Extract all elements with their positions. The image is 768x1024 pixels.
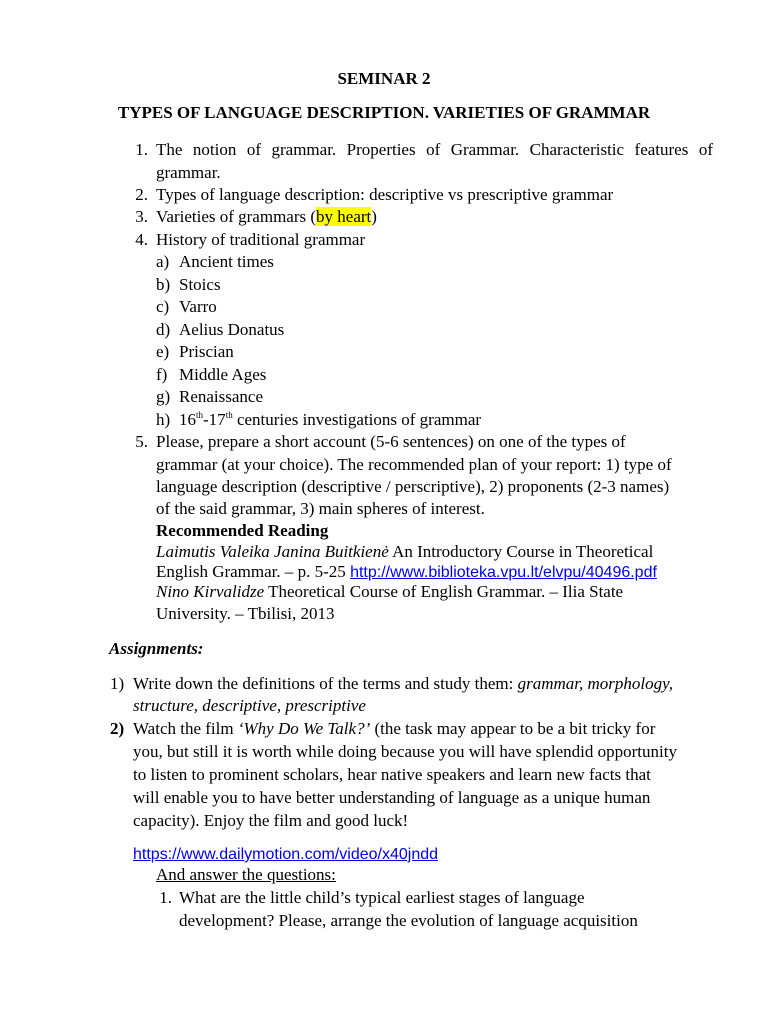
- assignment-terms: structure, descriptive, prescriptive: [133, 696, 366, 715]
- reference-author: Nino Kirvalidze: [156, 582, 265, 601]
- reference-pages: English Grammar. – p. 5-25: [156, 562, 351, 581]
- sub-item-text: Middle Ages: [179, 364, 267, 384]
- outline-item-5-line: Please, prepare a short account (5-6 sentences) on one of the types of: [156, 432, 626, 451]
- reference-2: [156, 581, 713, 604]
- assignment-2-line: capacity). Enjoy the film and good luck!: [133, 811, 409, 830]
- assignment-2-line: you, but still it is worth while doing because you will have splendid opportunity: [133, 742, 677, 761]
- sub-item-text: Varro: [179, 297, 217, 316]
- outline-item-5-line: language description (descriptive / perscriptive), 2) proponents (2-3 names): [156, 477, 670, 496]
- outline-item-4: History of traditional grammar: [156, 230, 366, 249]
- assignment-text: (the task may appear to be a bit tricky for: [370, 719, 656, 738]
- assignment-number: 2): [110, 719, 125, 738]
- reference-author: Laimutis Valeika Janina Buitkienė: [156, 542, 389, 561]
- seminar-number: SEMINAR 2: [337, 69, 431, 88]
- outline-item-2: Types of language description: descriptive vs prescriptive grammar: [156, 185, 614, 204]
- film-title: ‘Why Do We Talk?’: [237, 719, 371, 738]
- item-number: 4.: [135, 230, 148, 249]
- sub-item-letter: b): [156, 274, 171, 294]
- sub-item-centuries: [179, 409, 481, 432]
- sub-item-letter: g): [156, 387, 171, 406]
- highlighted-text: by heart: [316, 207, 372, 226]
- sub-item-letter: f): [156, 364, 168, 384]
- century-end: -17: [203, 410, 226, 429]
- sub-item-letter: d): [156, 319, 171, 339]
- outline-item-5-line: grammar (at your choice). The recommended plan of your report: 1) type of: [156, 455, 672, 474]
- video-link[interactable]: https://www.dailymotion.com/video/x40jndd: [133, 846, 439, 863]
- outline-item-5-line: of the said grammar, 3) main spheres of interest.: [156, 499, 485, 518]
- item-number: 2.: [135, 185, 148, 204]
- assignment-number: 1): [110, 674, 125, 693]
- sub-item-letter: a): [156, 252, 170, 271]
- outline-item-1: The notion of grammar. Properties of Grammar. Characteristic features of grammar.: [156, 140, 713, 182]
- sub-item-letter: h): [156, 410, 171, 429]
- recommended-reading-heading: Recommended Reading: [156, 521, 329, 540]
- question-1-line: development? Please, arrange the evolution of language acquisition: [179, 911, 638, 930]
- sub-item-letter: c): [156, 297, 170, 316]
- assignment-text: Watch the film: [133, 719, 238, 738]
- assignment-2-line: will enable you to have better understanding of language as a unique human: [133, 788, 651, 807]
- assignment-2: [133, 718, 713, 741]
- questions-heading: And answer the questions:: [156, 865, 336, 884]
- item-number: 3.: [135, 207, 148, 226]
- assignment-1: [133, 673, 673, 696]
- century-start: 16: [179, 410, 196, 429]
- sub-item-text: Priscian: [179, 342, 234, 361]
- reference-2-line-2: University. – Tbilisi, 2013: [156, 604, 335, 623]
- reference-title: Theoretical Course of English Grammar. – Ilia State: [264, 582, 624, 601]
- item-text: Varieties of grammars (: [156, 207, 317, 226]
- ordinal-suffix: th: [196, 410, 204, 420]
- sub-item-text: Ancient times: [179, 252, 274, 271]
- assignment-1-line-2: [133, 695, 366, 718]
- item-text: ): [371, 207, 377, 226]
- sub-item-text: centuries investigations of grammar: [232, 410, 482, 429]
- assignment-text: Write down the definitions of the terms and study them:: [133, 674, 518, 693]
- sub-item-text: Aelius Donatus: [179, 319, 285, 339]
- sub-item-letter: e): [156, 342, 170, 361]
- question-number: 1.: [159, 888, 172, 907]
- outline-item-3: [156, 206, 377, 229]
- question-1-line: What are the little child’s typical earliest stages of language: [179, 888, 585, 907]
- item-number: 5.: [135, 432, 148, 451]
- assignments-heading: Assignments:: [109, 639, 204, 658]
- video-link-row: [133, 843, 438, 867]
- assignment-2-line: to listen to prominent scholars, hear native speakers and learn new facts that: [133, 765, 651, 784]
- assignment-terms: grammar, morphology,: [517, 674, 673, 693]
- sub-item-text: Renaissance: [179, 387, 264, 406]
- ordinal-suffix: th: [225, 410, 233, 420]
- sub-item-text: Stoics: [179, 274, 221, 294]
- reference-title: An Introductory Course in Theoretical: [388, 542, 654, 561]
- reference-link[interactable]: http://www.biblioteka.vpu.lt/elvpu/40496.pdf: [350, 564, 657, 581]
- seminar-title: TYPES OF LANGUAGE DESCRIPTION. VARIETIES OF GRAMMAR: [117, 103, 651, 122]
- item-number: 1.: [135, 140, 148, 159]
